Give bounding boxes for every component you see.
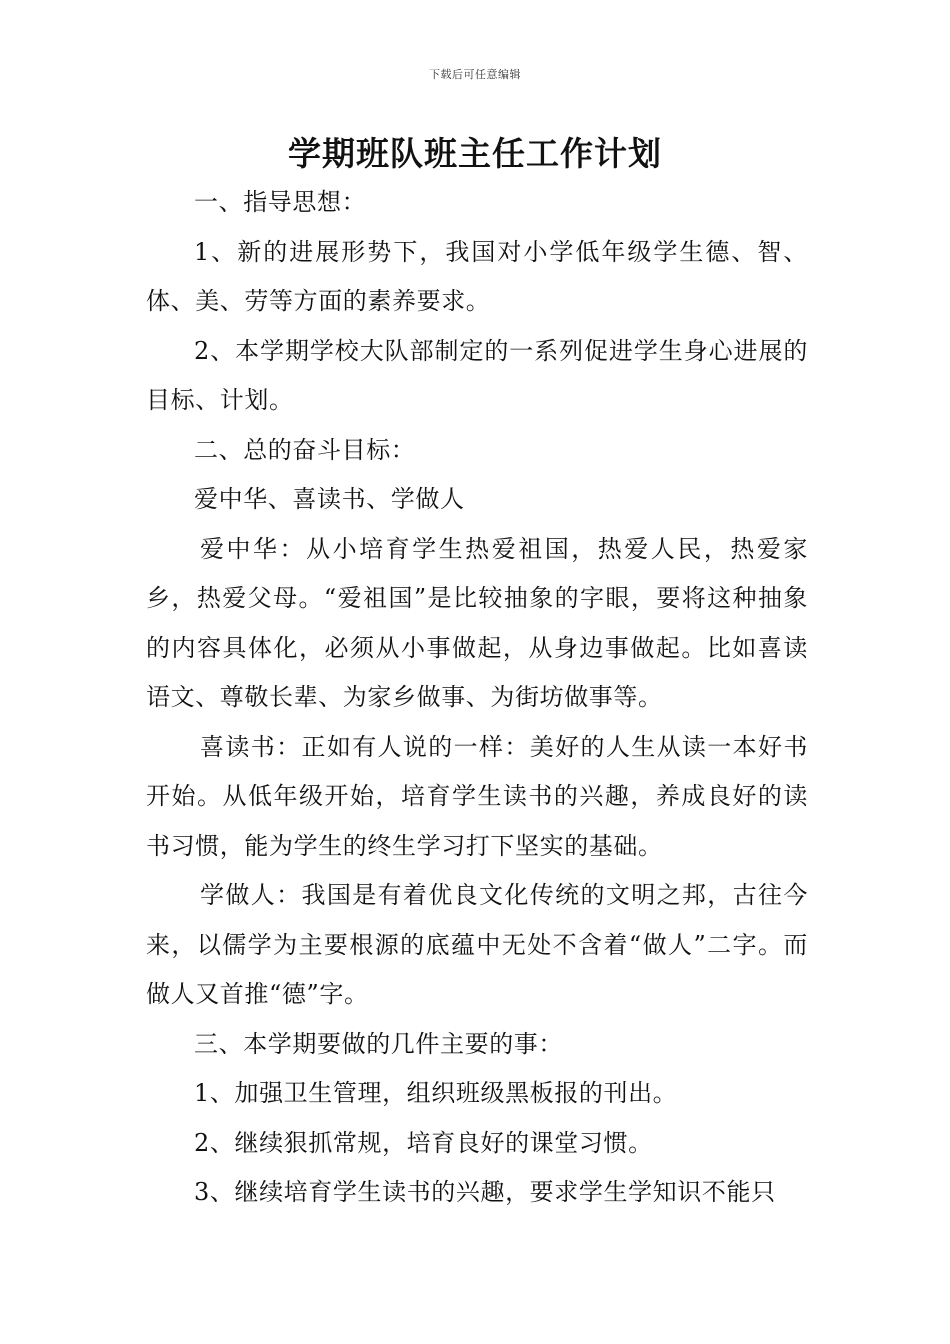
section-heading-main-tasks: 三、本学期要做的几件主要的事： — [194, 1029, 563, 1058]
paragraph-guiding-item-1: 1、新的进展形势下，我国对小学低年级学生德、智、体、美、劳等方面的素养要求。 — [146, 237, 808, 315]
document-title: 学期班队班主任工作计划 — [288, 134, 662, 173]
paragraph-guiding-item-2: 2、本学期学校大队部制定的一系列促进学生身心进展的目标、计划。 — [146, 336, 808, 414]
paragraph-learn-to-be-a-person: 学做人：我国是有着优良文化传统的文明之邦，古往今来，以儒学为主要根源的底蕴中无处不含着“做人”二字。而做人又首推“德”字。 — [146, 881, 808, 1008]
paragraph-love-china: 爱中华：从小培育学生热爱祖国，热爱人民，热爱家乡，热爱父母。“爱祖国”是比较抽象的字眼，要将这种抽象的内容具体化，必须从小事做起，从身边事做起。比如喜读语文、尊敬长辈、为家乡做事、为街坊做事等。 — [146, 534, 808, 711]
paragraph-goal-summary: 爱中华、喜读书、学做人 — [194, 485, 465, 513]
header-note: 下载后可任意编辑 — [429, 68, 521, 81]
paragraph-task-1: 1、加强卫生管理，组织班级黑板报的刊出。 — [194, 1079, 678, 1107]
paragraph-task-2: 2、继续狠抓常规，培育良好的课堂习惯。 — [194, 1128, 653, 1157]
paragraph-task-3: 3、继续培育学生读书的兴趣，要求学生学知识不能只 — [194, 1178, 776, 1206]
document-body — [146, 178, 808, 1218]
paragraph-love-reading: 喜读书：正如有人说的一样：美好的人生从读一本好书开始。从低年级开始，培育学生读书的兴趣，养成良好的读书习惯，能为学生的终生学习打下坚实的基础。 — [146, 732, 808, 860]
section-heading-guiding-thought: 一、指导思想： — [194, 188, 367, 216]
section-heading-overall-goal: 二、总的奋斗目标： — [194, 435, 416, 464]
